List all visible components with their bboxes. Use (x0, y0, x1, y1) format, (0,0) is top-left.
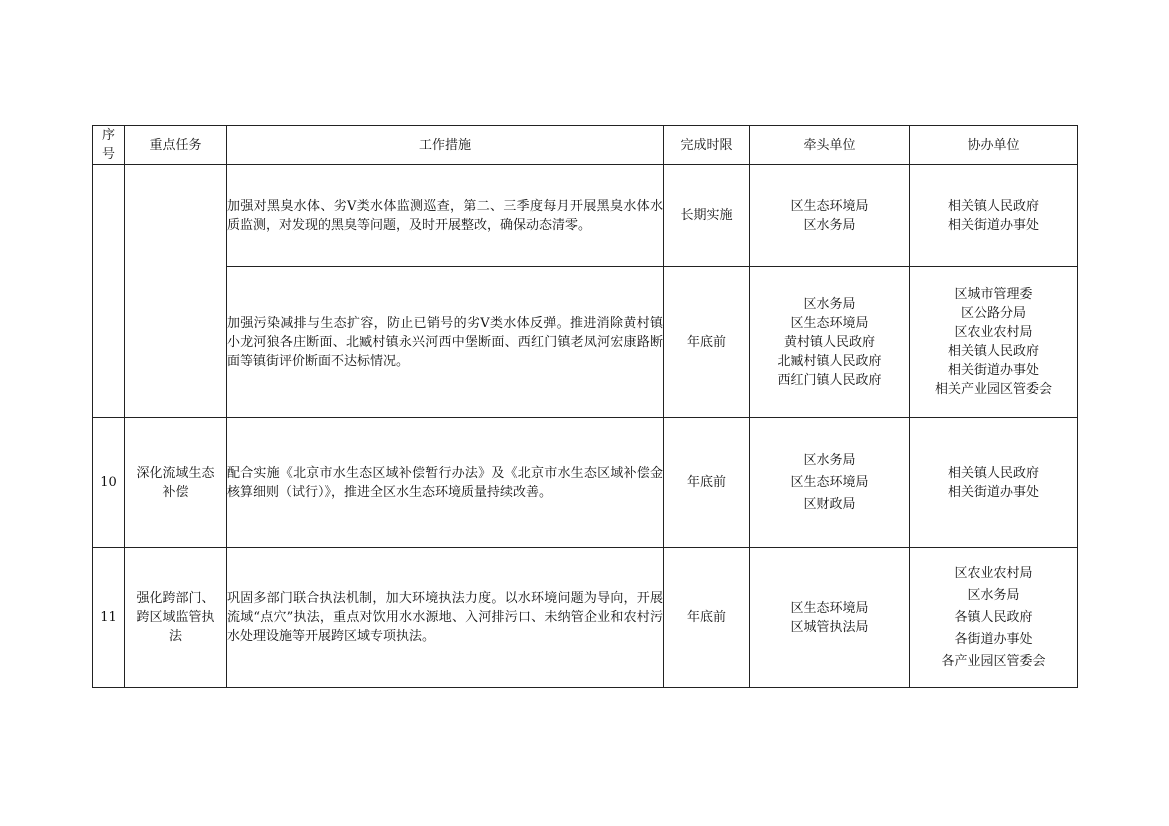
assist-unit: 相关街道办事处 (947, 217, 1039, 233)
table-header-row (93, 126, 1078, 165)
row-seq (93, 165, 125, 418)
assist-unit: 区公路分局 (960, 306, 1026, 321)
row-assist-units (910, 548, 1078, 688)
row-task: 强化跨部门、跨区域监管执法 (125, 548, 227, 688)
header-deadline: 完成时限 (664, 126, 750, 165)
row-lead-units (750, 548, 910, 688)
assist-unit: 区城市管理委 (954, 287, 1033, 302)
header-lead-unit: 牵头单位 (750, 126, 910, 165)
header-seq (93, 126, 125, 165)
lead-unit: 区生态环境局 (790, 474, 869, 490)
lead-unit: 西红门镇人民政府 (777, 372, 882, 388)
row-assist-units (910, 165, 1078, 267)
lead-unit: 区财政局 (803, 496, 856, 512)
lead-unit: 黄村镇人民政府 (783, 334, 875, 350)
row-task: 深化流域生态补偿 (125, 418, 227, 548)
lead-unit: 区城管执法局 (790, 619, 869, 635)
header-seq-char-2: 号 (101, 147, 115, 162)
header-measure: 工作措施 (227, 126, 664, 165)
assist-unit: 相关产业园区管委会 (934, 382, 1052, 397)
row-deadline: 年底前 (664, 418, 750, 548)
lead-unit: 区生态环境局 (790, 198, 869, 214)
row-assist-units (910, 267, 1078, 418)
row-lead-units (750, 418, 910, 548)
assist-unit: 各街道办事处 (954, 631, 1033, 647)
row-assist-units (910, 418, 1078, 548)
row-measure: 加强污染减排与生态扩容，防止已销号的劣Ⅴ类水体反弹。推进消除黄村镇小龙河狼各庄断面、北臧村镇永兴河西中堡断面、西红门镇老凤河宏康路断面等镇街评价断面不达标情况。 (227, 267, 664, 418)
row-deadline: 长期实施 (664, 165, 750, 267)
row-task (125, 165, 227, 418)
header-assist-unit: 协办单位 (910, 126, 1078, 165)
lead-unit: 区生态环境局 (790, 315, 869, 331)
lead-unit: 北臧村镇人民政府 (777, 353, 882, 369)
table-row (93, 165, 1078, 267)
table-row (93, 267, 1078, 418)
table-row (93, 548, 1078, 688)
assist-unit: 各镇人民政府 (954, 609, 1033, 625)
lead-unit: 区水务局 (803, 452, 856, 468)
measures-table (92, 125, 1078, 688)
row-measure: 配合实施《北京市水生态区域补偿暂行办法》及《北京市水生态区域补偿金核算细则（试行）》，推进全区水生态环境质量持续改善。 (227, 418, 664, 548)
row-seq: 10 (93, 418, 125, 548)
assist-unit: 区水务局 (967, 587, 1020, 603)
row-measure: 巩固多部门联合执法机制，加大环境执法力度。以水环境问题为导向，开展流域“点穴”执法，重点对饮用水水源地、入河排污口、未纳管企业和农村污水处理设施等开展跨区域专项执法。 (227, 548, 664, 688)
header-seq-char-1: 序 (101, 128, 115, 143)
header-task: 重点任务 (125, 126, 227, 165)
row-deadline: 年底前 (664, 267, 750, 418)
assist-unit: 相关街道办事处 (947, 484, 1039, 500)
lead-unit: 区水务局 (803, 217, 856, 233)
row-seq: 11 (93, 548, 125, 688)
assist-unit: 相关镇人民政府 (947, 344, 1039, 359)
assist-unit: 各产业园区管委会 (941, 653, 1046, 669)
lead-unit: 区生态环境局 (790, 600, 869, 616)
assist-unit: 相关街道办事处 (947, 363, 1039, 378)
assist-unit: 区农业农村局 (954, 325, 1033, 340)
table-row (93, 418, 1078, 548)
row-lead-units (750, 267, 910, 418)
assist-unit: 相关镇人民政府 (947, 465, 1039, 481)
lead-unit: 区水务局 (803, 296, 856, 312)
row-measure: 加强对黑臭水体、劣Ⅴ类水体监测巡查，第二、三季度每月开展黑臭水体水质监测，对发现的黑臭等问题，及时开展整改，确保动态清零。 (227, 165, 664, 267)
assist-unit: 相关镇人民政府 (947, 198, 1039, 214)
row-lead-units (750, 165, 910, 267)
row-deadline: 年底前 (664, 548, 750, 688)
assist-unit: 区农业农村局 (954, 565, 1033, 581)
